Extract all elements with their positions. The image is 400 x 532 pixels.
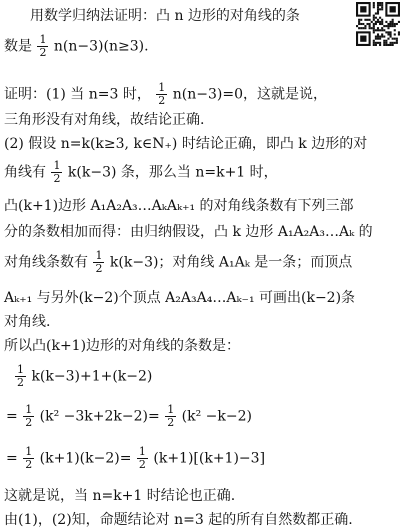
fraction: $\frac{1}{2}$: [95, 249, 103, 275]
proof-step-2: (2) 假设 n=k(k≥3, k∈N₊) 时结论正确，即凸 k 边形的对: [4, 136, 368, 152]
fraction: $\frac{1}{2}$: [138, 445, 146, 471]
calc-line-1: $\frac{1}{2}$ k(k−3)+1+(k−2): [17, 363, 153, 389]
proof-line-8: Aₖ₊₁ 与另外(k−2)个顶点 A₂A₃A₄…Aₖ₋₁ 可画出(k−2)条: [4, 290, 356, 306]
proof-line-7: 对角线条数有 $\frac{1}{2}$ k(k−3)；对角线 A₁Aₖ 是一条；而顶点: [4, 249, 353, 275]
fraction: $\frac{1}{2}$: [53, 159, 61, 185]
intro-line-1: 用数学归纳法证明：凸 n 边形的对角线的条: [30, 8, 300, 24]
intro-line-2: 数是 $\frac{1}{2}$ n(n−3)(n≥3).: [4, 33, 149, 59]
calc-line-3: = $\frac{1}{2}$ (k+1)(k−2)= $\frac{1}{2}$ (k+1)[(k+1)−3]: [6, 445, 266, 471]
proof-line-5: 凸(k+1)边形 A₁A₂A₃…AₖAₖ₊₁ 的对角线条数有下列三部: [4, 198, 354, 214]
fraction: $\frac{1}{2}$: [39, 33, 47, 59]
fraction: $\frac{1}{2}$: [17, 363, 24, 389]
proof-line-4: 角线有 $\frac{1}{2}$ k(k−3) 条，那么当 n=k+1 时，: [4, 159, 278, 185]
qr-code-icon: [356, 2, 400, 46]
proof-line-6: 分的条数相加而得：由归纳假设，凸 k 边形 A₁A₂A₃…Aₖ 的: [4, 224, 373, 240]
fraction: $\frac{1}{2}$: [158, 81, 166, 107]
conclusion-line-1: 这就是说，当 n=k+1 时结论也正确.: [4, 488, 236, 504]
fraction: $\frac{1}{2}$: [25, 403, 33, 429]
proof-line-10: 所以凸(k+1)边形的对角线的条数是：: [4, 338, 241, 354]
fraction: $\frac{1}{2}$: [167, 403, 175, 429]
proof-line-2: 三角形没有对角线，故结论正确.: [4, 112, 205, 128]
proof-line-9: 对角线.: [4, 314, 51, 330]
calc-line-2: = $\frac{1}{2}$ (k² −3k+2k−2)= $\frac{1}{2}$ (k² −k−2): [6, 403, 252, 429]
proof-line-1: 证明：(1) 当 n=3 时， $\frac{1}{2}$ n(n−3)=0，这就是说，: [4, 81, 327, 107]
conclusion-line-2: 由(1)，(2)知，命题结论对 n=3 起的所有自然数都正确.: [4, 512, 353, 528]
fraction: $\frac{1}{2}$: [25, 445, 33, 471]
